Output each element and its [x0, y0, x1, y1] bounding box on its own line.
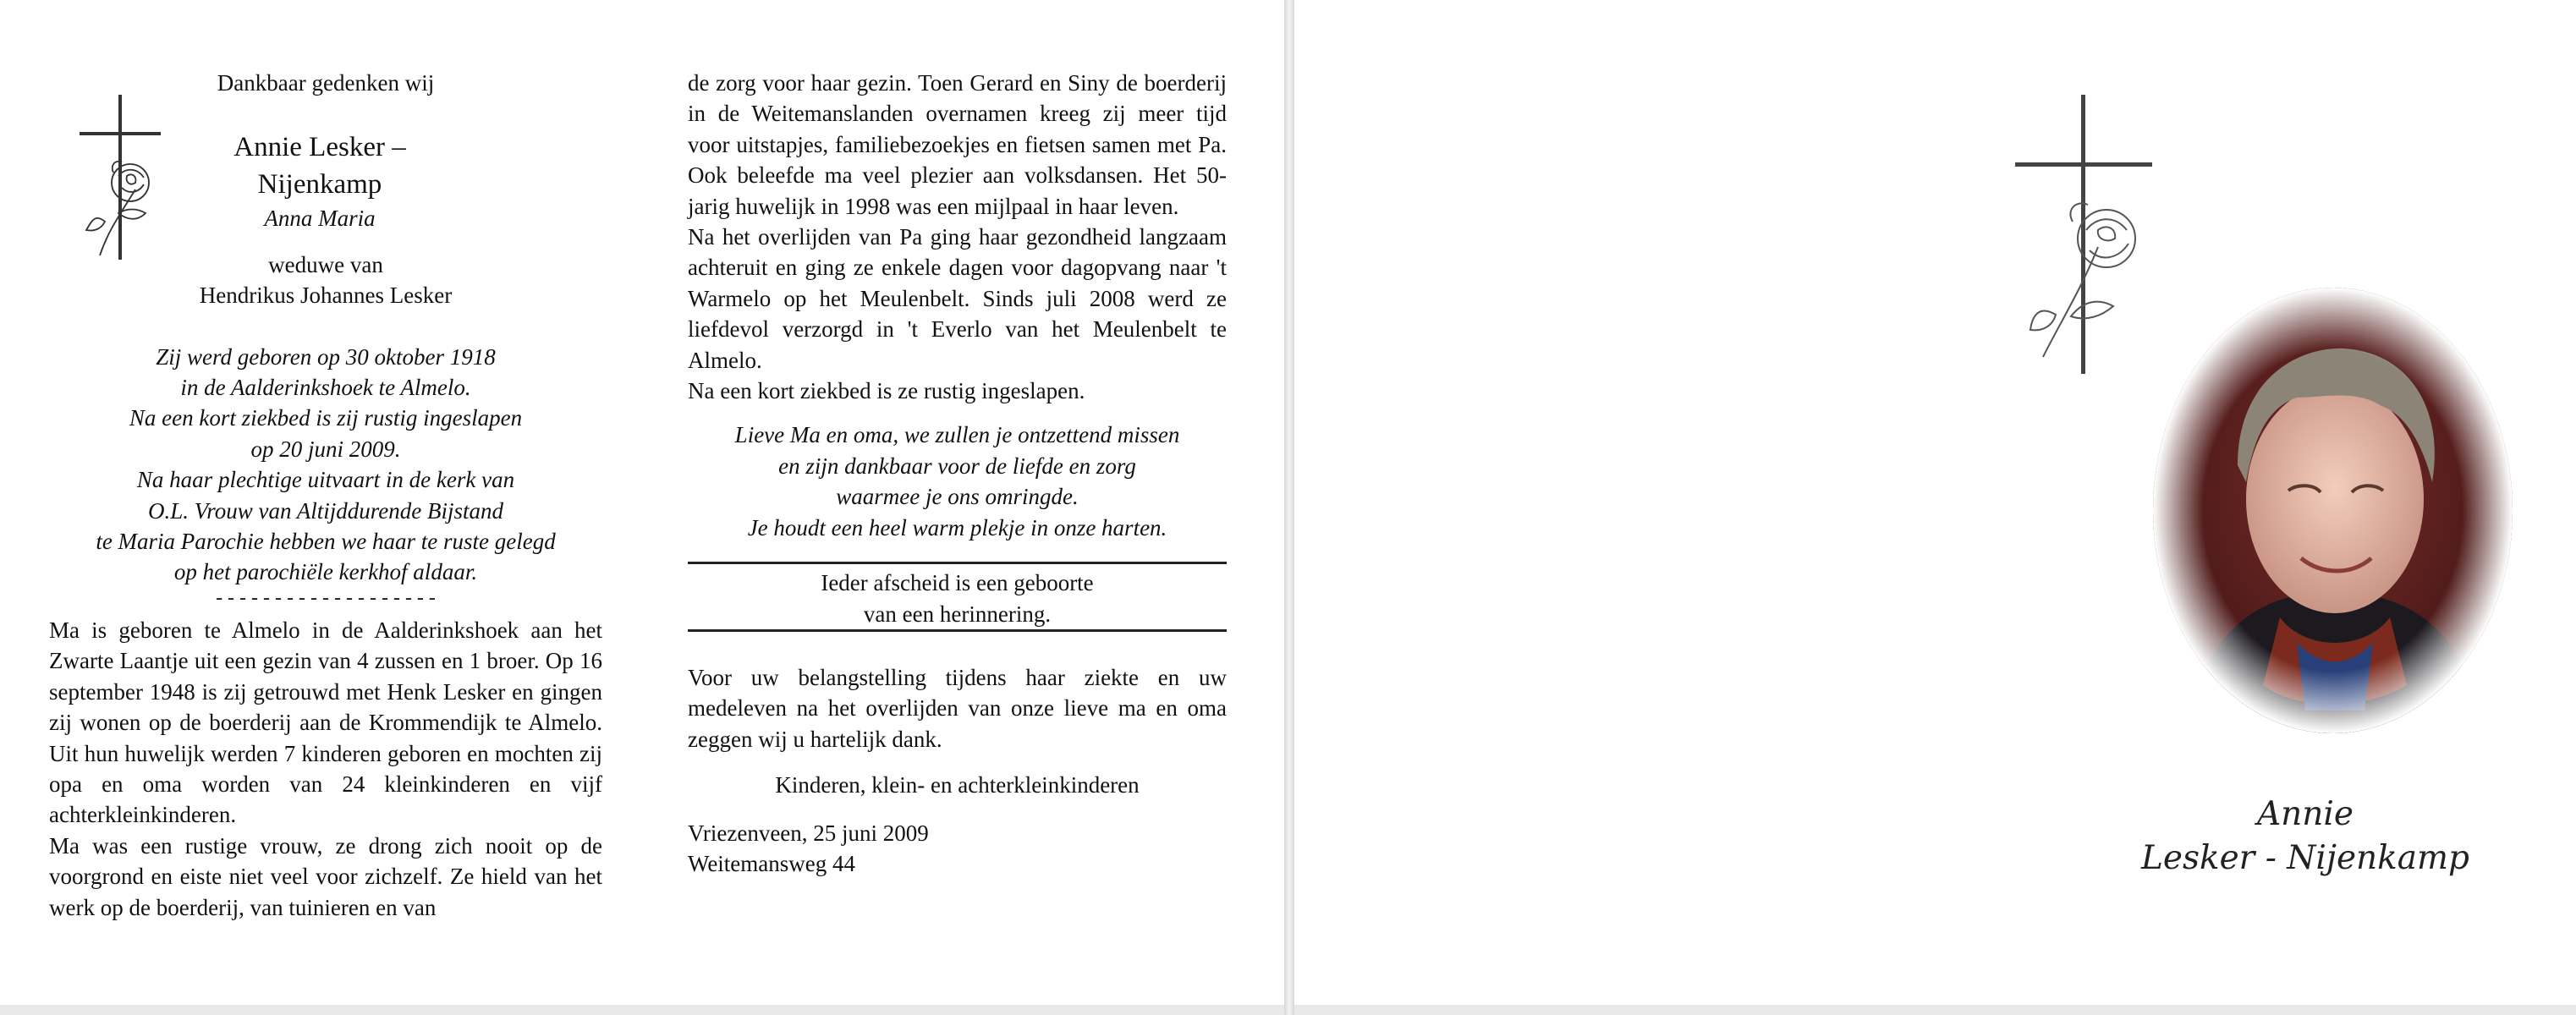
- place-date: Vriezenveen, 25 juni 2009: [688, 820, 929, 846]
- life-dates-line: op 20 juni 2009.: [250, 436, 401, 462]
- life-dates-line: O.L. Vrouw van Altijddurende Bijstand: [148, 497, 503, 524]
- biography-paragraph: Ma is geboren te Almelo in de Aalderinkshoek aan het Zwarte Laantje uit een gezin van 4 zussen en 1 broer. Op 16 september 1948 is zij getrouwd met Henk Lesker en gingen zij wonen op de boerderij aan de Krommendijk te Almelo. Uit hun huwelijk werden 7 kinderen geboren en mochten zij opa en oma worden van 24 kleinkinderen en vijf achterkleinkinderen.: [49, 617, 602, 828]
- biography-paragraph: de zorg voor haar gezin. Toen Gerard en Siny de boerderij in de Weitemanslanden overnamen kreeg zij meer tijd voor uitstapjes, familiebezoekjes en fietsen samen met Pa. Ook beleefde ma veel plezier aan volksdansen. Het 50-jarig huwelijk in 1998 was een mijlpaal in haar leven.: [688, 70, 1227, 219]
- thanks-paragraph: Voor uw belangstelling tijdens haar ziekte en uw medeleven na het overlijden van onze lieve ma en oma zeggen wij u hartelijk dank.: [688, 664, 1227, 752]
- given-names: Anna Maria: [264, 206, 376, 232]
- life-dates-line: Zij werd geboren op 30 oktober 1918: [156, 343, 496, 370]
- husband-name: Hendrikus Johannes Lesker: [199, 283, 453, 309]
- farewell-line: Je houdt een heel warm plekje in onze harten.: [747, 514, 1167, 540]
- signed-by: Kinderen, klein- en achterkleinkinderen: [775, 772, 1140, 798]
- life-dates-line: op het parochiële kerkhof aldaar.: [173, 559, 478, 585]
- biography-paragraph: Ma was een rustige vrouw, ze drong zich nooit op de voorgrond en eiste niet veel voor zichzelf. Ze hield van het werk op de boerderij, van tuinieren en van: [49, 832, 602, 920]
- portrait-photo: [2153, 288, 2513, 733]
- farewell-line: Lieve Ma en oma, we zullen je ontzettend missen: [734, 422, 1180, 448]
- front-first-name: Annie: [2257, 795, 2354, 833]
- card-fold: [1284, 0, 1294, 1015]
- quote-line: Ieder afscheid is een geboorte: [821, 570, 1094, 596]
- life-dates-line: in de Aalderinkshoek te Almelo.: [180, 375, 471, 401]
- cross-with-rose-icon: [2013, 95, 2157, 382]
- separator-dashes: - - - - - - - - - - - - - - - - - - -: [216, 586, 436, 609]
- front-full-name: Lesker - Nijenkamp: [2140, 839, 2470, 877]
- biography-paragraph: Na het overlijden van Pa ging haar gezondheid langzaam achteruit en ging ze enkele dagen voor dagopvang naar 't Warmelo op het Meulenbelt. Sinds juli 2008 werd ze liefdevol verzorgd in 't Everlo van het Meulenbelt te Almelo.: [688, 224, 1227, 373]
- life-dates-line: Na een kort ziekbed is zij rustig ingeslapen: [129, 405, 523, 431]
- life-dates-line: te Maria Parochie hebben we haar te ruste gelegd: [96, 529, 556, 555]
- intro-line: Dankbaar gedenken wij: [217, 70, 435, 96]
- biography-paragraph: Na een kort ziekbed is ze rustig ingeslapen.: [688, 378, 1085, 404]
- widow-of-label: weduwe van: [268, 251, 383, 277]
- quote-line: van een herinnering.: [863, 601, 1052, 627]
- address: Weitemansweg 44: [688, 850, 856, 876]
- inside-right-column: [688, 68, 1227, 879]
- deceased-name: Annie Lesker – Nijenkamp: [233, 132, 406, 200]
- farewell-line: en zijn dankbaar voor de liefde en zorg: [778, 453, 1136, 479]
- farewell-line: waarmee je ons omringde.: [836, 484, 1079, 510]
- inside-left-column: [49, 68, 602, 923]
- life-dates-line: Na haar plechtige uitvaart in de kerk van: [136, 467, 515, 493]
